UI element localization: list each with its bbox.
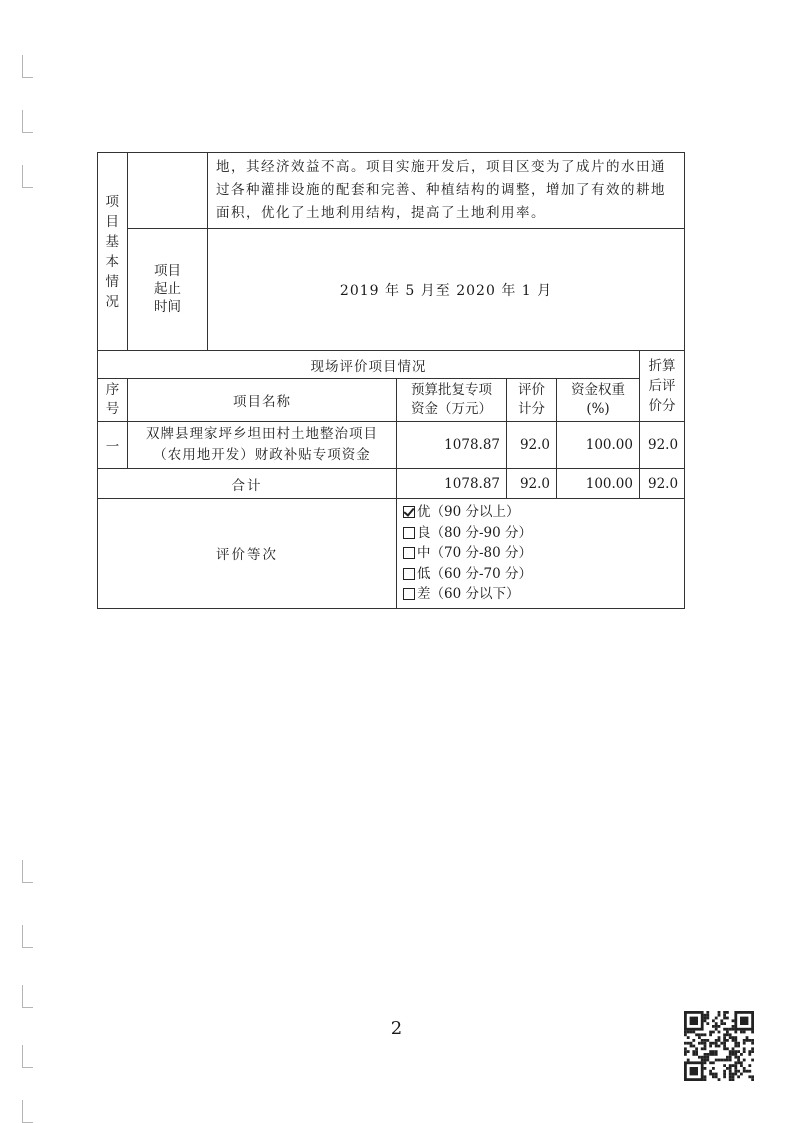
total-label: 合计: [98, 469, 397, 499]
binding-mark: [22, 110, 33, 133]
weighted-header: 折算后评价分: [648, 358, 676, 414]
grade-options: [397, 499, 685, 609]
binding-mark: [22, 1100, 33, 1123]
grade-option-label: 差（60 分以下）: [417, 586, 520, 602]
row-weight: 100.00: [557, 422, 640, 469]
period-row: [98, 229, 685, 351]
grade-option-label: 优（90 分以上）: [417, 504, 520, 520]
weighted-header-cell: [640, 351, 685, 422]
period-label: 项目起止时间: [154, 263, 181, 315]
binding-mark: [22, 925, 33, 948]
project-description: 地，其经济效益不高。项目实施开发后，项目区变为了成片的水田通过各种灌排设施的配套和完善、种植结构的调整，增加了有效的耕地面积，优化了土地利用结构，提高了土地利用率。: [208, 153, 685, 229]
row-weighted-score: 92.0: [640, 422, 685, 469]
seq-header: 序号: [105, 382, 120, 417]
page-number: 2: [390, 1018, 403, 1039]
total-weighted-score: 92.0: [640, 469, 685, 499]
budget-header-cell: [397, 379, 507, 422]
grade-row: [98, 499, 685, 609]
grade-option-excellent: [403, 502, 684, 523]
row-budget: 1078.87: [397, 422, 507, 469]
name-header: 项目名称: [128, 379, 397, 422]
total-row: [98, 469, 685, 499]
checkbox-icon: [403, 506, 415, 518]
weight-header: 资金权重(%): [571, 382, 625, 417]
empty-cell: [128, 153, 208, 229]
binding-mark: [22, 55, 33, 78]
total-weight: 100.00: [557, 469, 640, 499]
grade-option-label: 低（60 分-70 分）: [417, 565, 533, 582]
checkbox-icon: [403, 527, 415, 539]
binding-mark: [22, 1045, 33, 1068]
eval-header: 现场评价项目情况: [98, 351, 640, 379]
checkbox-icon: [403, 568, 415, 580]
total-score: 92.0: [507, 469, 557, 499]
weight-header-cell: [557, 379, 640, 422]
column-header-row: [98, 379, 685, 422]
binding-mark: [22, 860, 33, 883]
binding-mark: [22, 985, 33, 1008]
eval-header-row: [98, 351, 685, 379]
grade-option-low: [403, 564, 684, 585]
total-budget: 1078.87: [397, 469, 507, 499]
row-project-name: 双牌县理家坪乡坦田村土地整治项目（农用地开发）财政补贴专项资金: [128, 422, 397, 469]
grade-option-label: 良（80 分-90 分）: [417, 524, 533, 541]
budget-header: 预算批复专项资金（万元）: [411, 382, 492, 417]
grade-label: 评价等次: [98, 499, 397, 609]
table-row: [98, 422, 685, 469]
score-header: 评价计分: [518, 382, 545, 417]
grade-option-poor: [403, 584, 684, 605]
grade-option-label: 中（70 分-80 分）: [417, 545, 533, 561]
checkbox-icon: [403, 547, 415, 559]
period-label-cell: [128, 229, 208, 351]
description-row: [98, 153, 685, 229]
qr-code-icon: [684, 1011, 754, 1081]
evaluation-table: [97, 152, 685, 609]
section-label: 项目基本情况: [105, 193, 120, 310]
checkbox-icon: [403, 588, 415, 600]
grade-option-good: [403, 523, 684, 544]
section-label-cell: [98, 153, 128, 351]
period-value: 2019 年 5 月至 2020 年 1 月: [208, 229, 685, 351]
row-score: 92.0: [507, 422, 557, 469]
grade-option-medium: [403, 543, 684, 564]
seq-header-cell: [98, 379, 128, 422]
score-header-cell: [507, 379, 557, 422]
binding-mark: [22, 165, 33, 188]
row-seq: 一: [98, 422, 128, 469]
